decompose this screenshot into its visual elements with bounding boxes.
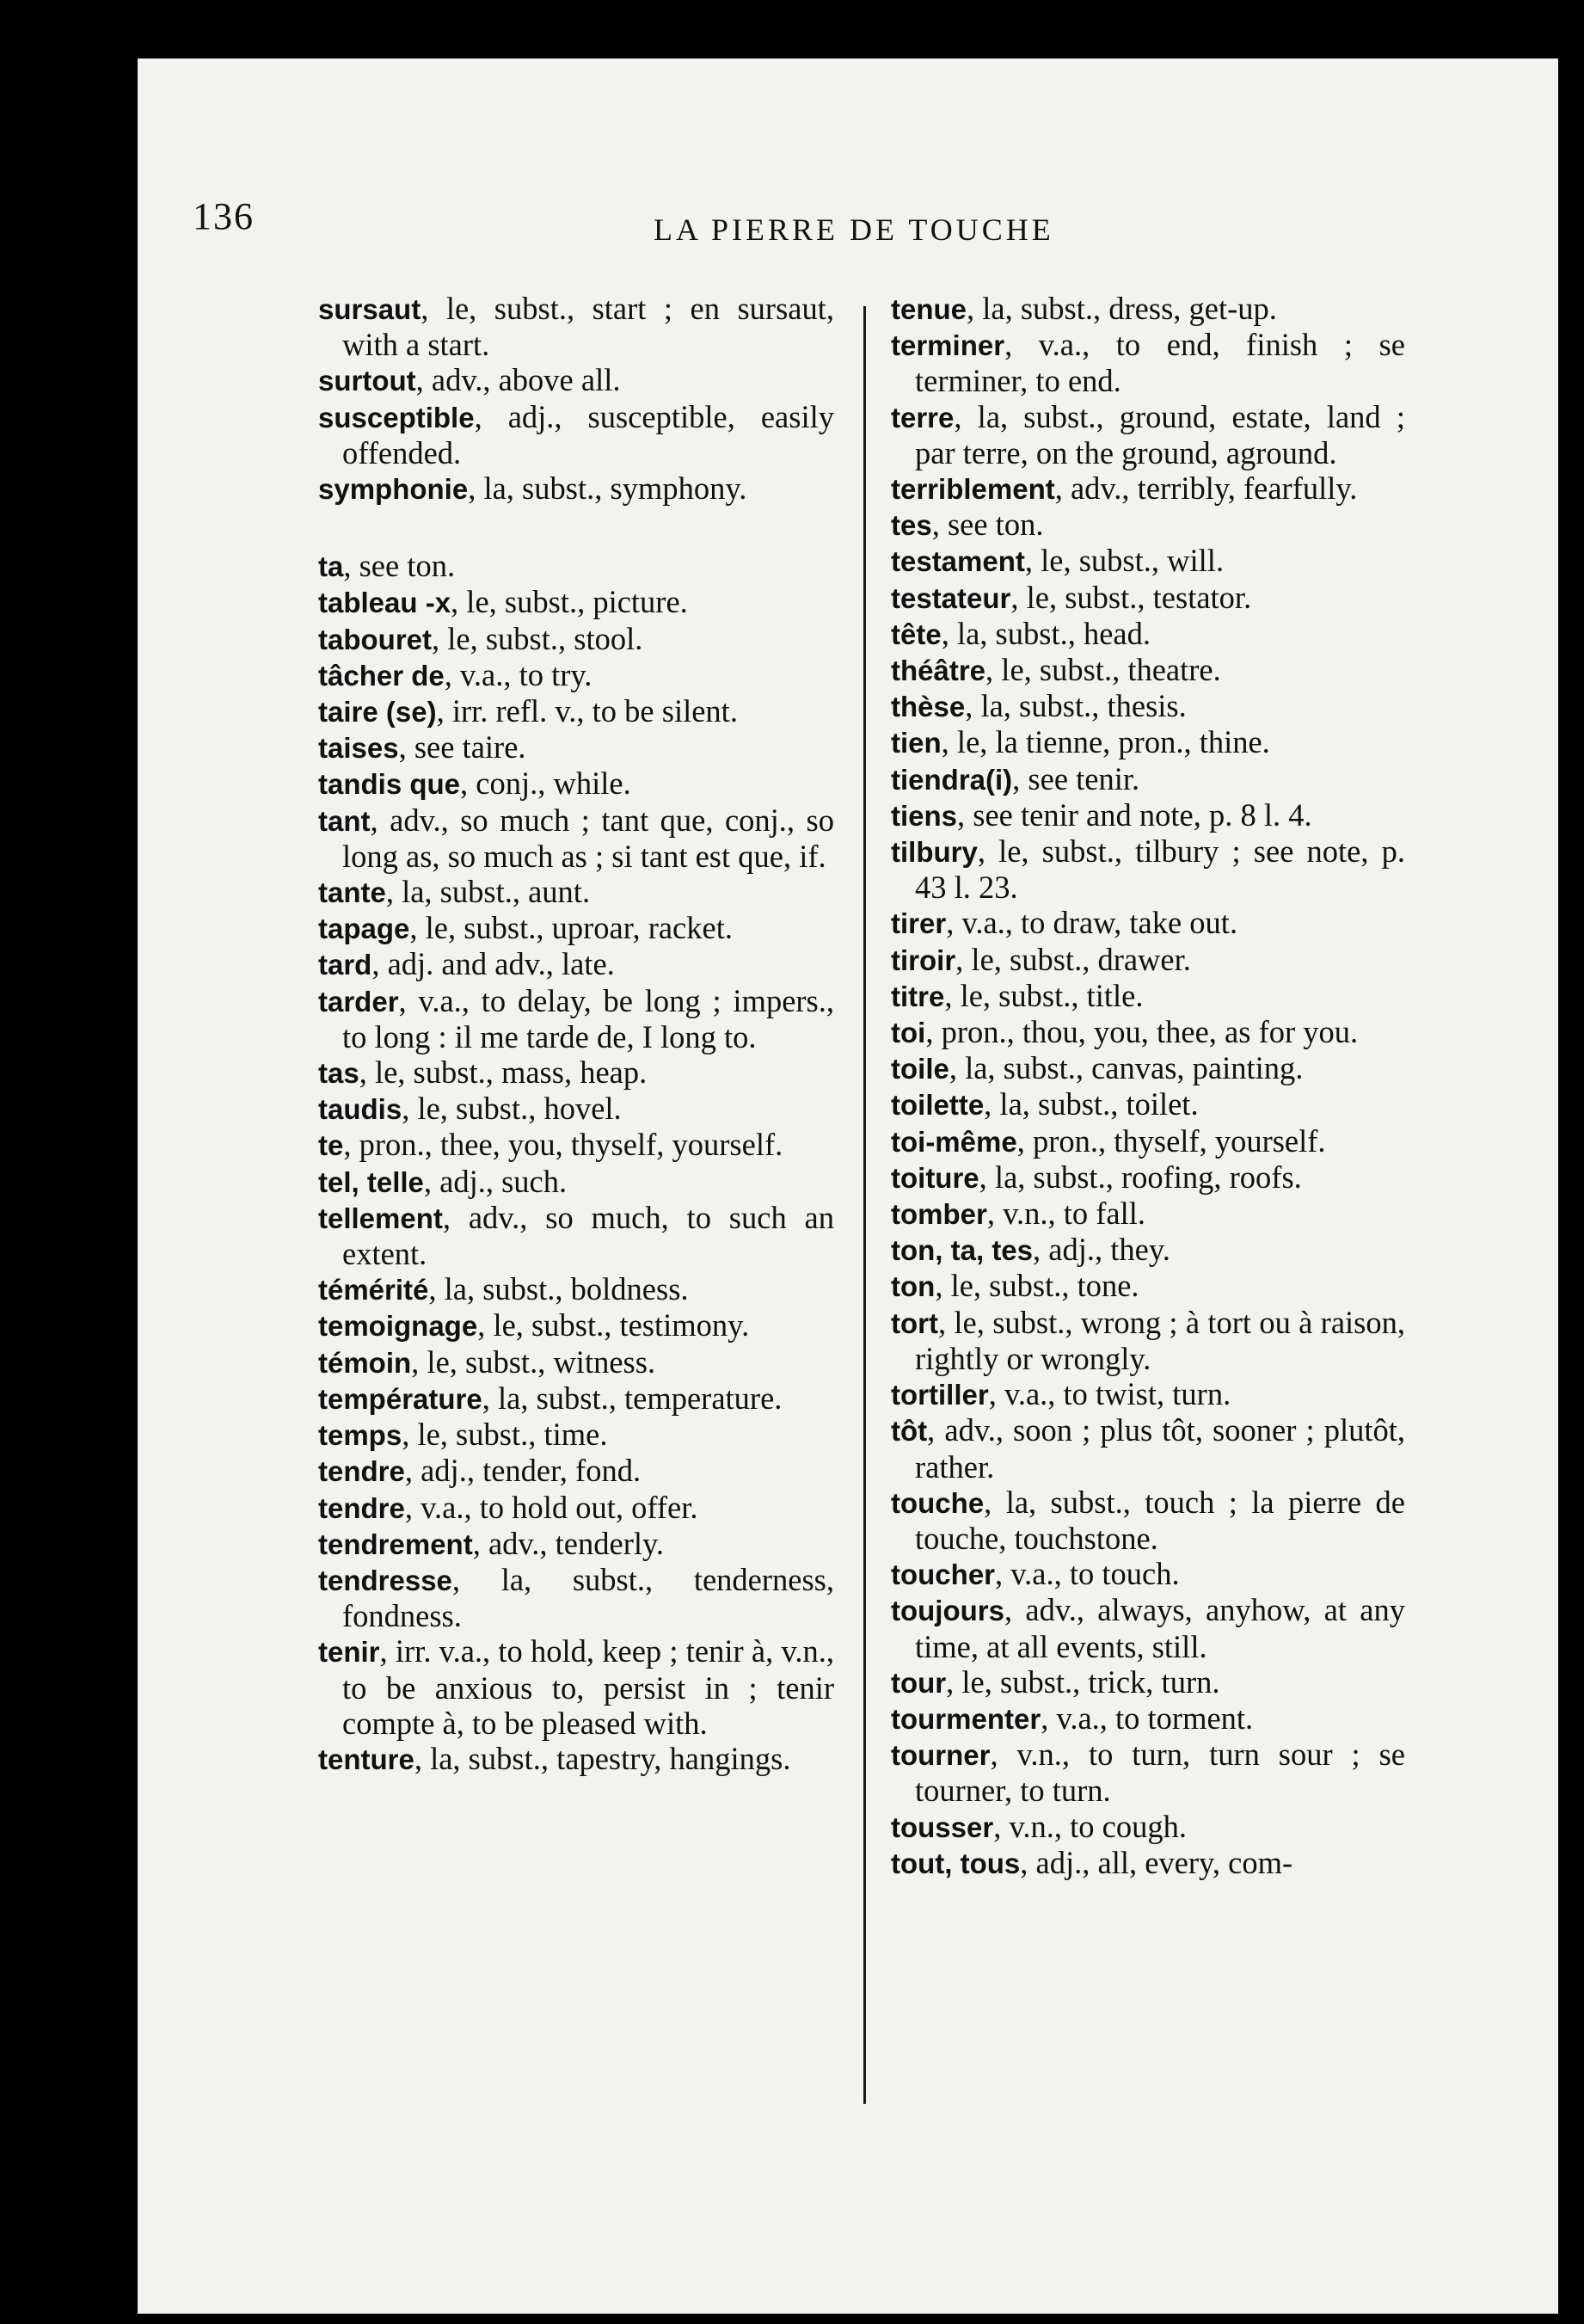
entry-headword: tortiller (891, 1379, 989, 1411)
entry-headword: tarder (318, 985, 399, 1018)
dictionary-entry (891, 1305, 1405, 1376)
entry-headword: tendre (318, 1491, 405, 1524)
dictionary-entry (891, 1196, 1405, 1232)
page-number: 136 (193, 195, 255, 237)
entry-definition: , la, subst., tenderness, fondness. (342, 1561, 834, 1634)
dictionary-entry (318, 1344, 834, 1380)
entry-headword: ton, ta, tes (891, 1234, 1034, 1267)
entry-headword: tante (318, 876, 386, 909)
dictionary-entry (318, 1054, 834, 1091)
entry-headword: tabouret (318, 623, 432, 655)
dictionary-entry (318, 693, 834, 729)
entry-headword: tourner (891, 1739, 991, 1772)
entry-headword: ta (318, 550, 344, 583)
dictionary-entry (891, 724, 1405, 760)
dictionary-entry (891, 1014, 1405, 1050)
entry-definition: , le, subst., picture. (451, 584, 688, 620)
entry-headword: témoin (318, 1346, 412, 1379)
entry-headword: toi (891, 1017, 926, 1049)
entry-headword: toile (891, 1053, 949, 1085)
entry-definition: , la, subst., aunt. (385, 874, 591, 910)
entry-headword: tousser (891, 1811, 994, 1843)
entry-definition: , le, subst., witness. (411, 1343, 656, 1380)
dictionary-entry (318, 291, 834, 362)
dictionary-entry (891, 1809, 1405, 1845)
dictionary-entry (891, 1592, 1405, 1663)
dictionary-entry (891, 1700, 1405, 1737)
entry-headword: testateur (891, 581, 1011, 614)
dictionary-entry (318, 1741, 834, 1777)
entry-headword: tirer (891, 907, 947, 940)
dictionary-entry (318, 470, 834, 507)
entry-definition: , pron., thou, you, thee, as for you. (925, 1014, 1359, 1050)
dictionary-entry (318, 548, 834, 584)
entry-headword: terre (891, 401, 955, 433)
entry-headword: symphonie (318, 473, 469, 506)
entry-definition: , le, subst., testator. (1010, 579, 1252, 615)
entry-definition: , la, subst., thesis. (965, 688, 1187, 724)
entry-headword: tour (891, 1666, 947, 1699)
entry-definition: , v.a., to torment. (1041, 1700, 1254, 1736)
entry-headword: tiendra(i) (891, 763, 1013, 796)
entry-headword: tas (318, 1057, 359, 1090)
entry-headword: tout, tous (891, 1847, 1021, 1879)
entry-definition: , pron., thee, you, thyself, yourself. (343, 1127, 783, 1163)
entry-headword: terriblement (891, 473, 1055, 506)
entry-headword: tourmenter (891, 1702, 1041, 1735)
column-divider (863, 306, 866, 2104)
dictionary-entry (318, 362, 834, 398)
entry-headword: tien (891, 727, 942, 759)
dictionary-entry (318, 946, 834, 982)
entry-headword: tenir (318, 1636, 380, 1669)
entry-definition: , v.n., to turn, turn sour ; se tourner, to turn. (915, 1737, 1405, 1809)
entry-definition: , v.a., to draw, take out. (946, 905, 1238, 941)
entry-definition: , adj., such. (423, 1163, 568, 1199)
entry-definition: , adj., all, every, com- (1020, 1844, 1293, 1880)
entry-headword: te (318, 1129, 344, 1162)
dictionary-entry (891, 942, 1405, 978)
entry-headword: temoignage (318, 1310, 478, 1343)
entry-definition: , v.a., to end, finish ; se terminer, to end. (915, 327, 1405, 399)
right-column (891, 291, 1405, 1881)
dictionary-entry (891, 507, 1405, 543)
dictionary-entry (891, 399, 1405, 470)
entry-headword: tort (891, 1306, 938, 1339)
entry-definition: , adv., above all. (415, 362, 621, 398)
dictionary-entry (318, 1127, 834, 1163)
entry-definition: , adv., so much ; tant que, conj., so long as, so much as ; si tant est que, if. (342, 802, 834, 874)
entry-definition: , la, subst., temperature. (482, 1380, 783, 1416)
entry-headword: tel, telle (318, 1165, 424, 1198)
dictionary-entry (318, 1453, 834, 1489)
entry-headword: théâtre (891, 655, 986, 687)
entry-headword: toujours (891, 1595, 1004, 1627)
entry-definition: , le, subst., title. (944, 977, 1144, 1013)
dictionary-entry (318, 1633, 834, 1741)
dictionary-entry (891, 543, 1405, 579)
dictionary-entry (891, 470, 1405, 507)
entry-headword: toilette (891, 1089, 985, 1122)
entry-definition: , irr. refl. v., to be silent. (436, 693, 738, 729)
entry-headword: tard (318, 949, 372, 981)
dictionary-entry (891, 327, 1405, 398)
entry-headword: tendre (318, 1455, 405, 1488)
dictionary-entry (891, 978, 1405, 1014)
entry-headword: testament (891, 545, 1025, 578)
dictionary-entry (318, 983, 834, 1054)
entry-definition: , le, subst., wrong ; à tort ou à raison, rightly or wrongly. (915, 1304, 1405, 1376)
dictionary-entry (318, 584, 834, 620)
entry-definition: , conj., while. (460, 765, 631, 802)
entry-definition: , le, subst., mass, heap. (359, 1054, 648, 1091)
entry-headword: toiture (891, 1161, 979, 1194)
entry-headword: toucher (891, 1559, 996, 1591)
dictionary-entry (318, 1091, 834, 1127)
entry-definition: , adv., soon ; plus tôt, sooner ; plutôt, rather. (915, 1412, 1405, 1485)
entry-definition: , la, subst., touch ; la pierre de touche, touchstone. (915, 1484, 1405, 1556)
entry-definition: , see tenir and note, p. 8 l. 4. (957, 796, 1312, 833)
entry-headword: tâcher de (318, 659, 445, 692)
dictionary-entry (891, 1737, 1405, 1808)
entry-headword: tête (891, 618, 942, 650)
entry-definition: , la, subst., tapestry, hangings. (414, 1740, 791, 1776)
entry-definition: , v.a., to try. (444, 656, 592, 692)
entry-headword: tandis que (318, 768, 461, 801)
entry-headword: titre (891, 980, 945, 1012)
entry-definition: , le, subst., uproar, racket. (409, 910, 733, 946)
entry-definition: , la, subst., dress, get-up. (967, 291, 1277, 326)
dictionary-entry (891, 291, 1405, 327)
entry-definition: , le, subst., start ; en sursaut, with a start. (342, 291, 834, 363)
entry-headword: température (318, 1382, 482, 1415)
dictionary-entry (891, 580, 1405, 616)
entry-definition: , v.a., to hold out, offer. (404, 1489, 698, 1525)
dictionary-entry (318, 1200, 834, 1271)
dictionary-entry (318, 657, 834, 693)
entry-definition: , le, subst., trick, turn. (946, 1663, 1220, 1700)
entry-definition: , adj., tender, fond. (404, 1453, 642, 1489)
entry-definition: , adv., terribly, fearfully. (1054, 470, 1358, 507)
entry-headword: surtout (318, 365, 416, 397)
dictionary-entry (891, 688, 1405, 724)
entry-headword: tilbury (891, 836, 978, 869)
dictionary-entry (318, 874, 834, 910)
entry-definition: , le, la tienne, pron., thine. (941, 724, 1270, 760)
dictionary-entry (318, 1307, 834, 1343)
dictionary-entry (318, 1417, 834, 1453)
entry-definition: , la, subst., ground, estate, land ; par terre, on the ground, aground. (915, 398, 1405, 470)
dictionary-entry (891, 616, 1405, 652)
entry-headword: terminer (891, 329, 1005, 362)
entry-definition: , le, subst., tilbury ; see note, p. 43 l. 23. (915, 833, 1405, 906)
entry-definition: , la, subst., boldness. (428, 1271, 689, 1307)
entry-definition: , la, subst., symphony. (468, 470, 747, 507)
dictionary-entry (891, 1376, 1405, 1412)
dictionary-entry (891, 1268, 1405, 1304)
entry-headword: taire (se) (318, 696, 437, 729)
entry-definition: , le, subst., stool. (432, 620, 643, 656)
dictionary-entry (891, 1556, 1405, 1592)
entry-definition: , irr. v.a., to hold, keep ; tenir à, v.n., to be anxious to, persist in ; tenir compte à, to be pleased with. (342, 1633, 834, 1741)
dictionary-entry (891, 797, 1405, 833)
entry-definition: , la, subst., toilet. (984, 1086, 1199, 1122)
entry-headword: tomber (891, 1198, 987, 1231)
entry-headword: tenue (891, 293, 967, 325)
entry-definition: , adj., susceptible, easily offended. (342, 398, 834, 470)
dictionary-entry (891, 761, 1405, 797)
entry-definition: , le, subst., tone. (935, 1268, 1139, 1304)
dictionary-entry (318, 729, 834, 765)
dictionary-entry (318, 1380, 834, 1417)
dictionary-entry (891, 1664, 1405, 1700)
entry-headword: tes (891, 509, 932, 542)
dictionary-entry (891, 1159, 1405, 1196)
entry-headword: tiroir (891, 944, 956, 976)
dictionary-entry (318, 910, 834, 946)
entry-definition: , see taire. (398, 729, 526, 765)
entry-definition: , adv., so much, to such an extent. (342, 1199, 834, 1272)
entry-definition: , le, subst., will. (1024, 543, 1225, 579)
dictionary-entry (891, 833, 1405, 905)
entry-headword: taudis (318, 1093, 402, 1126)
dictionary-entry (891, 1485, 1405, 1556)
entry-headword: tellement (318, 1202, 443, 1234)
entry-definition: , le, subst., drawer. (955, 941, 1191, 977)
dictionary-entry (891, 1412, 1405, 1484)
entry-definition: , le, subst., time. (402, 1417, 608, 1453)
entry-headword: ton (891, 1270, 936, 1303)
dictionary-entry (891, 1086, 1405, 1122)
entry-headword: témérité (318, 1274, 429, 1306)
dictionary-entry (318, 1490, 834, 1526)
entry-headword: tiens (891, 799, 958, 832)
entry-definition: , le, subst., theatre. (985, 652, 1221, 688)
entry-definition: , adv., always, anyhow, at any time, at all events, still. (915, 1592, 1405, 1664)
entry-headword: tendresse (318, 1564, 452, 1596)
entry-definition: , le, subst., hovel. (402, 1091, 622, 1127)
entry-definition: , la, subst., canvas, painting. (949, 1050, 1304, 1086)
entry-definition: , la, subst., roofing, roofs. (979, 1159, 1302, 1195)
running-head: LA PIERRE DE TOUCHE (654, 212, 1054, 247)
entry-headword: toi-même (891, 1125, 1017, 1158)
dictionary-entry (891, 1123, 1405, 1159)
entry-definition: , see tenir. (1012, 760, 1140, 796)
entry-headword: tôt (891, 1415, 928, 1448)
dictionary-entry (318, 621, 834, 657)
entry-headword: tant (318, 804, 371, 837)
entry-definition: , v.a., to touch. (995, 1556, 1180, 1592)
entry-headword: thèse (891, 691, 966, 723)
dictionary-entry (318, 1562, 834, 1633)
entry-headword: tapage (318, 913, 410, 945)
entry-definition: , v.n., to fall. (986, 1196, 1146, 1232)
entry-definition: , see ton. (343, 548, 456, 584)
entry-definition: , v.a., to delay, be long ; impers., to long : il me tarde de, I long to. (342, 982, 834, 1054)
dictionary-entry (318, 399, 834, 470)
entry-headword: taises (318, 732, 399, 765)
entry-definition: , v.n., to cough. (993, 1808, 1187, 1844)
entry-headword: temps (318, 1419, 402, 1452)
dictionary-entry (891, 905, 1405, 941)
dictionary-entry (318, 1164, 834, 1200)
entry-definition: , la, subst., head. (941, 615, 1151, 651)
entry-definition: , adj., they. (1033, 1232, 1170, 1268)
left-column (318, 291, 834, 1777)
entry-headword: touche (891, 1486, 985, 1519)
entry-definition: , see ton. (931, 507, 1044, 543)
entry-headword: susceptible (318, 401, 475, 433)
entry-headword: tenture (318, 1743, 414, 1775)
dictionary-entry (318, 802, 834, 874)
dictionary-entry (318, 765, 834, 802)
dictionary-entry (891, 1232, 1405, 1268)
dictionary-entry (891, 652, 1405, 688)
dictionary-entry (891, 1050, 1405, 1086)
dictionary-entry (891, 1845, 1405, 1881)
entry-definition: , pron., thyself, yourself. (1016, 1122, 1326, 1159)
entry-definition: , le, subst., testimony. (477, 1307, 750, 1343)
entry-headword: sursaut (318, 293, 421, 325)
entry-headword: tendrement (318, 1528, 473, 1560)
dictionary-entry (318, 1271, 834, 1307)
entry-headword: tableau -x (318, 587, 451, 619)
entry-definition: , adj. and adv., late. (371, 946, 615, 982)
entry-definition: , v.a., to twist, turn. (988, 1376, 1231, 1412)
dictionary-entry (318, 1526, 834, 1562)
entry-definition: , adv., tenderly. (472, 1525, 665, 1561)
